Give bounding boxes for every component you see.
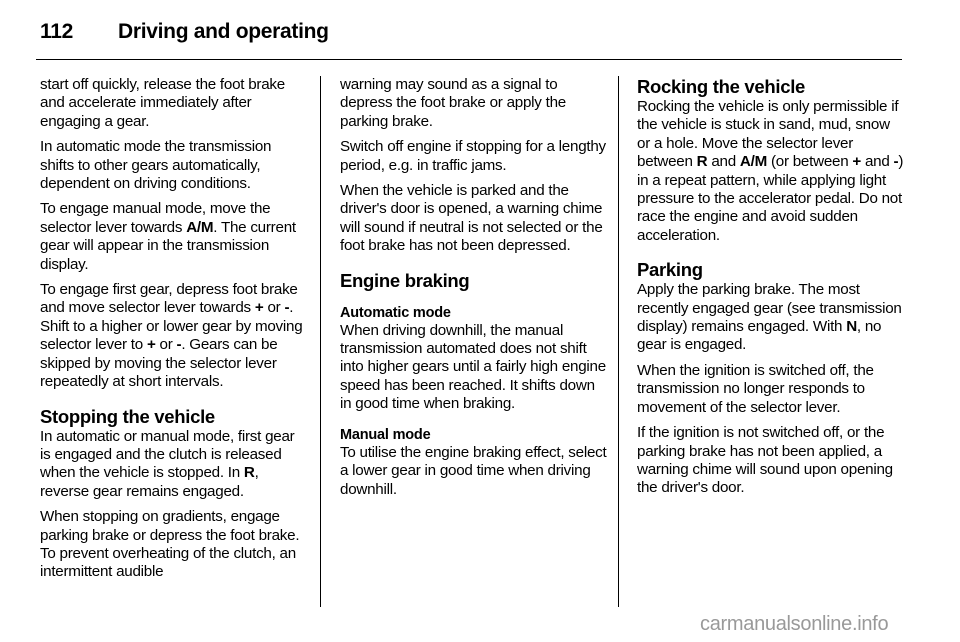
subheading-manual-mode: Manual mode — [340, 426, 431, 443]
paragraph: To utilise the engine braking effect, select a lower gear in good time when driving downhill. — [340, 443, 607, 498]
paragraph: When the ignition is switched off, the transmission no longer responds to movement of the selector lever. — [637, 361, 874, 416]
paragraph: start off quickly, release the foot brake and accelerate immediately after engaging a gear. — [40, 76, 285, 130]
column-divider-2 — [618, 76, 619, 607]
paragraph: To engage manual mode, move the selector lever towards A/M. The current gear will appear in the transmission display. — [40, 200, 296, 273]
paragraph: Switch off engine if stopping for a lengthy period, e.g. in traffic jams. — [340, 138, 606, 174]
watermark: carmanualsonline.info — [700, 613, 889, 635]
paragraph: In automatic or manual mode, first gear is engaged and the clutch is released when the vehicle is stopped. In R, reverse gear remains engaged. — [40, 427, 295, 500]
paragraph: When the vehicle is parked and the driver's door is opened, a warning chime will sound if neutral is not selected or the foot brake has not been depressed. — [340, 182, 603, 255]
paragraph: When driving downhill, the manual transmission automated does not shift into higher gears until a fairly high engine speed has been reached. It shifts down in good time when braking. — [340, 321, 606, 413]
heading-engine-braking: Engine braking — [340, 269, 470, 291]
paragraph: Rocking the vehicle is only permissible if the vehicle is stuck in sand, mud, snow or a hole. Move the selector lever between R and A/M (or between + and -) in a repeat pattern, while applying light pressure to the accelerator pedal. Do not race the engine and avoid sudden acceleration. — [637, 98, 904, 244]
page-number: 112 — [40, 20, 73, 43]
text-column-2 — [340, 76, 608, 506]
subheading-automatic-mode: Automatic mode — [340, 304, 451, 321]
text-column-3 — [637, 76, 905, 505]
paragraph: warning may sound as a signal to depress the foot brake or apply the parking brake. — [340, 76, 566, 130]
paragraph: When stopping on gradients, engage parking brake or depress the foot brake. To prevent overheating of the clutch, an intermittent audible — [40, 508, 300, 581]
column-divider-1 — [320, 76, 321, 607]
header-divider — [36, 59, 902, 60]
paragraph: In automatic mode the transmission shifts to other gears automatically, dependent on driving conditions. — [40, 138, 272, 193]
heading-rocking-the-vehicle: Rocking the vehicle — [637, 76, 806, 97]
page-header — [0, 0, 960, 60]
section-title: Driving and operating — [118, 20, 329, 43]
paragraph: Apply the parking brake. The most recently engaged gear (see transmission display) remains engaged. With N, no gear is engaged. — [637, 281, 902, 354]
paragraph: To engage first gear, depress foot brake and move selector lever towards + or -. Shift to a higher or lower gear by moving selector lever to + or -. Gears can be skipped by moving the selector lever repeatedly at short intervals. — [40, 281, 303, 391]
heading-stopping-the-vehicle: Stopping the vehicle — [40, 405, 215, 427]
heading-parking: Parking — [637, 259, 703, 281]
paragraph: If the ignition is not switched off, or the parking brake has not been applied, a warning chime will sound upon opening the driver's door. — [637, 424, 893, 497]
text-column-1 — [40, 76, 308, 589]
